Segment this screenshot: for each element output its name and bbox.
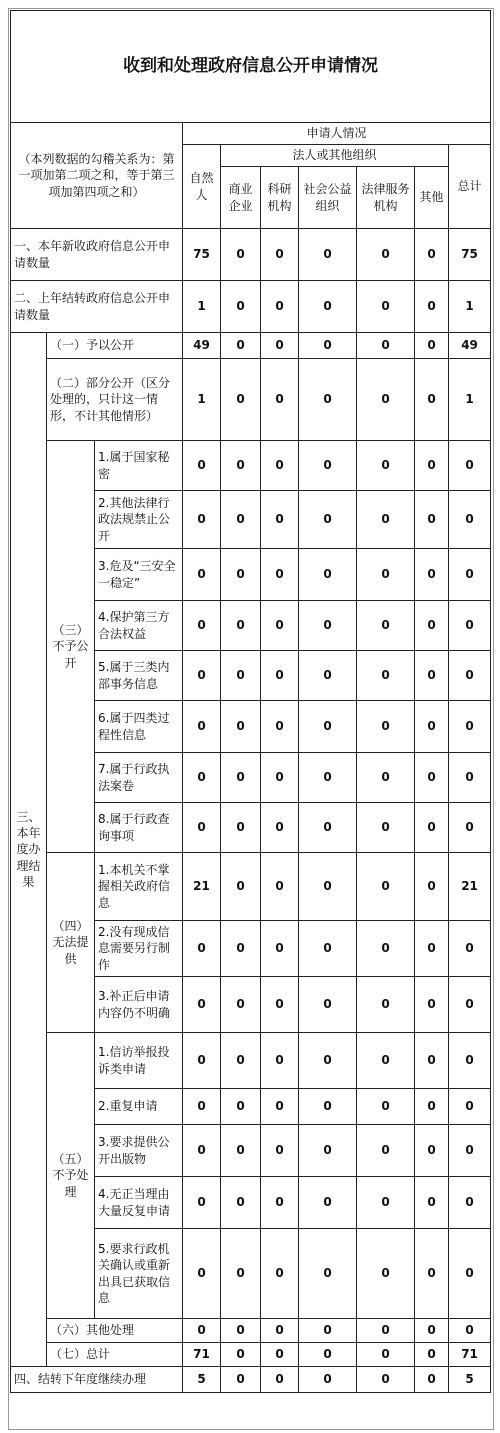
- value-cell: 0: [221, 921, 261, 977]
- value-cell: 71: [183, 1343, 221, 1367]
- value-cell: 0: [449, 803, 491, 853]
- value-cell: 0: [299, 853, 357, 921]
- sub-row-label: 1.本机关不掌握相关政府信息: [95, 853, 183, 921]
- value-cell: 0: [415, 601, 449, 651]
- value-cell: 0: [449, 701, 491, 753]
- value-cell: 0: [221, 1177, 261, 1229]
- value-cell: 0: [221, 1367, 261, 1393]
- value-cell: 0: [261, 651, 299, 701]
- table-row: [11, 281, 491, 333]
- table-row: [11, 853, 491, 921]
- value-cell: 0: [183, 1125, 221, 1177]
- header-legal-group: 法人或其他组织: [221, 145, 449, 167]
- value-cell: 0: [415, 1125, 449, 1177]
- sub-row-label: 5.要求行政机关确认或重新出具已获取信息: [95, 1229, 183, 1319]
- sub-row-label: 3.要求提供公开出版物: [95, 1125, 183, 1177]
- value-cell: 0: [357, 229, 415, 281]
- group-label-not-processed: （五）不予处理: [47, 1033, 95, 1319]
- value-cell: 0: [221, 753, 261, 803]
- value-cell: 0: [415, 229, 449, 281]
- table-row: [11, 1343, 491, 1367]
- value-cell: 75: [449, 229, 491, 281]
- value-cell: 0: [299, 977, 357, 1033]
- value-cell: 0: [261, 1177, 299, 1229]
- value-cell: 0: [357, 701, 415, 753]
- value-cell: 0: [183, 651, 221, 701]
- value-cell: 49: [449, 333, 491, 359]
- header-col-research: 科研机构: [261, 167, 299, 229]
- value-cell: 0: [449, 601, 491, 651]
- sub-row-label: 8.属于行政查询事项: [95, 803, 183, 853]
- value-cell: 0: [221, 549, 261, 601]
- value-cell: 0: [221, 229, 261, 281]
- value-cell: 0: [183, 1319, 221, 1343]
- value-cell: 0: [261, 753, 299, 803]
- value-cell: 0: [449, 1229, 491, 1319]
- value-cell: 21: [183, 853, 221, 921]
- value-cell: 0: [415, 491, 449, 549]
- value-cell: 0: [357, 333, 415, 359]
- value-cell: 0: [357, 753, 415, 803]
- value-cell: 0: [221, 1125, 261, 1177]
- value-cell: 0: [299, 1367, 357, 1393]
- value-cell: 0: [261, 359, 299, 441]
- header-col-legal-service: 法律服务机构: [357, 167, 415, 229]
- value-cell: 0: [415, 651, 449, 701]
- value-cell: 0: [357, 921, 415, 977]
- value-cell: 0: [221, 359, 261, 441]
- value-cell: 0: [299, 803, 357, 853]
- value-cell: 0: [261, 229, 299, 281]
- value-cell: 0: [357, 1033, 415, 1089]
- value-cell: 0: [183, 701, 221, 753]
- value-cell: 0: [183, 601, 221, 651]
- value-cell: 0: [221, 491, 261, 549]
- value-cell: 5: [183, 1367, 221, 1393]
- value-cell: 1: [183, 359, 221, 441]
- header-total: 总计: [449, 145, 491, 229]
- row-label-partial: （二）部分公开（区分处理的，只计这一情形，不计其他情形）: [47, 359, 183, 441]
- value-cell: 0: [261, 601, 299, 651]
- value-cell: 0: [183, 1177, 221, 1229]
- value-cell: 0: [299, 1125, 357, 1177]
- value-cell: 75: [183, 229, 221, 281]
- value-cell: 0: [299, 1177, 357, 1229]
- value-cell: 0: [415, 753, 449, 803]
- value-cell: 1: [183, 281, 221, 333]
- value-cell: 0: [221, 1343, 261, 1367]
- value-cell: 0: [357, 1177, 415, 1229]
- table-row: [11, 229, 491, 281]
- value-cell: 0: [415, 803, 449, 853]
- header-natural-person: 自然人: [183, 145, 221, 229]
- value-cell: 0: [221, 803, 261, 853]
- value-cell: 0: [415, 1367, 449, 1393]
- sub-row-label: 7.属于行政执法案卷: [95, 753, 183, 803]
- value-cell: 0: [183, 803, 221, 853]
- value-cell: 0: [357, 651, 415, 701]
- value-cell: 1: [449, 359, 491, 441]
- value-cell: 0: [357, 1229, 415, 1319]
- value-cell: 0: [299, 359, 357, 441]
- value-cell: 0: [261, 1125, 299, 1177]
- value-cell: 0: [183, 1033, 221, 1089]
- value-cell: 0: [299, 651, 357, 701]
- row-label-carried: 二、上年结转政府信息公开申请数量: [11, 281, 183, 333]
- value-cell: 0: [221, 333, 261, 359]
- value-cell: 0: [221, 281, 261, 333]
- value-cell: 0: [357, 491, 415, 549]
- value-cell: 0: [299, 441, 357, 491]
- value-cell: 0: [221, 1229, 261, 1319]
- value-cell: 0: [357, 1089, 415, 1125]
- value-cell: 0: [415, 441, 449, 491]
- value-cell: 0: [449, 441, 491, 491]
- value-cell: 0: [357, 853, 415, 921]
- value-cell: 0: [261, 1343, 299, 1367]
- value-cell: 0: [449, 1089, 491, 1125]
- value-cell: 71: [449, 1343, 491, 1367]
- value-cell: 1: [449, 281, 491, 333]
- value-cell: 0: [261, 491, 299, 549]
- value-cell: 0: [221, 1033, 261, 1089]
- row-label-new: 一、本年新收政府信息公开申请数量: [11, 229, 183, 281]
- value-cell: 0: [299, 701, 357, 753]
- value-cell: 0: [221, 701, 261, 753]
- value-cell: 0: [261, 549, 299, 601]
- value-cell: 0: [261, 701, 299, 753]
- sub-row-label: 4.无正当理由大量反复申请: [95, 1177, 183, 1229]
- value-cell: 0: [221, 853, 261, 921]
- value-cell: 0: [449, 491, 491, 549]
- header-col-other: 其他: [415, 167, 449, 229]
- value-cell: 0: [183, 491, 221, 549]
- value-cell: 49: [183, 333, 221, 359]
- value-cell: 0: [299, 281, 357, 333]
- value-cell: 0: [261, 1319, 299, 1343]
- value-cell: 0: [415, 1343, 449, 1367]
- value-cell: 0: [299, 1033, 357, 1089]
- value-cell: 0: [299, 601, 357, 651]
- value-cell: 0: [357, 601, 415, 651]
- row-label-total: （七）总计: [47, 1343, 183, 1367]
- value-cell: 0: [415, 853, 449, 921]
- value-cell: 0: [183, 1229, 221, 1319]
- value-cell: 0: [261, 1033, 299, 1089]
- value-cell: 0: [183, 549, 221, 601]
- sub-row-label: 1.属于国家秘密: [95, 441, 183, 491]
- value-cell: 0: [357, 549, 415, 601]
- value-cell: 0: [183, 1089, 221, 1125]
- value-cell: 0: [261, 1089, 299, 1125]
- group-label-unable: （四）无法提供: [47, 853, 95, 1033]
- value-cell: 0: [415, 1229, 449, 1319]
- value-cell: 0: [221, 977, 261, 1033]
- value-cell: 0: [357, 441, 415, 491]
- header-col-business: 商业企业: [221, 167, 261, 229]
- value-cell: 0: [357, 281, 415, 333]
- value-cell: 0: [415, 281, 449, 333]
- value-cell: 0: [357, 803, 415, 853]
- value-cell: 0: [449, 921, 491, 977]
- table-title: 收到和处理政府信息公开申请情况: [11, 11, 491, 123]
- value-cell: 0: [415, 549, 449, 601]
- value-cell: 0: [261, 853, 299, 921]
- value-cell: 0: [357, 1319, 415, 1343]
- value-cell: 0: [221, 441, 261, 491]
- value-cell: 0: [415, 1319, 449, 1343]
- table-row: [11, 441, 491, 491]
- table-row: [11, 359, 491, 441]
- value-cell: 0: [299, 921, 357, 977]
- sub-row-label: 4.保护第三方合法权益: [95, 601, 183, 651]
- sub-row-label: 3.危及“三安全一稳定”: [95, 549, 183, 601]
- value-cell: 0: [261, 977, 299, 1033]
- value-cell: 0: [299, 491, 357, 549]
- value-cell: 0: [261, 281, 299, 333]
- value-cell: 0: [261, 1367, 299, 1393]
- value-cell: 0: [357, 1343, 415, 1367]
- value-cell: 0: [449, 1033, 491, 1089]
- table-row: [11, 333, 491, 359]
- value-cell: 0: [415, 701, 449, 753]
- value-cell: 0: [183, 921, 221, 977]
- value-cell: 0: [221, 1089, 261, 1125]
- info-disclosure-table: [10, 10, 491, 1393]
- value-cell: 0: [299, 333, 357, 359]
- group-label-not-disclosed: （三）不予公开: [47, 441, 95, 853]
- value-cell: 0: [299, 229, 357, 281]
- value-cell: 0: [449, 1177, 491, 1229]
- header-applicant: 申请人情况: [183, 123, 491, 145]
- value-cell: 0: [221, 1319, 261, 1343]
- value-cell: 0: [449, 651, 491, 701]
- value-cell: 0: [449, 1125, 491, 1177]
- sub-row-label: 2.没有现成信息需要另行制作: [95, 921, 183, 977]
- value-cell: 0: [221, 651, 261, 701]
- value-cell: 0: [415, 1033, 449, 1089]
- value-cell: 0: [415, 359, 449, 441]
- table-row: [11, 1319, 491, 1343]
- value-cell: 0: [299, 1229, 357, 1319]
- value-cell: 0: [299, 549, 357, 601]
- value-cell: 0: [299, 753, 357, 803]
- value-cell: 0: [183, 977, 221, 1033]
- table-row: [11, 1033, 491, 1089]
- sub-row-label: 6.属于四类过程性信息: [95, 701, 183, 753]
- sub-row-label: 5.属于三类内部事务信息: [95, 651, 183, 701]
- header-col-public-welfare: 社会公益组织: [299, 167, 357, 229]
- value-cell: 0: [299, 1089, 357, 1125]
- value-cell: 0: [261, 921, 299, 977]
- section-label-results: 三、本年度办理结果: [11, 333, 47, 1367]
- value-cell: 0: [261, 333, 299, 359]
- value-cell: 0: [449, 1319, 491, 1343]
- value-cell: 5: [449, 1367, 491, 1393]
- table-row: [11, 1367, 491, 1393]
- value-cell: 0: [449, 753, 491, 803]
- row-label-disclosed: （一）予以公开: [47, 333, 183, 359]
- header-note: （本列数据的勾稽关系为：第一项加第二项之和，等于第三项加第四项之和）: [11, 123, 183, 229]
- value-cell: 0: [357, 1125, 415, 1177]
- row-label-next-year: 四、结转下年度继续办理: [11, 1367, 183, 1393]
- value-cell: 0: [357, 359, 415, 441]
- row-label-other-handling: （六）其他处理: [47, 1319, 183, 1343]
- value-cell: 0: [261, 803, 299, 853]
- value-cell: 0: [183, 753, 221, 803]
- value-cell: 0: [221, 601, 261, 651]
- value-cell: 0: [415, 1089, 449, 1125]
- value-cell: 0: [449, 977, 491, 1033]
- value-cell: 0: [183, 441, 221, 491]
- value-cell: 0: [357, 977, 415, 1033]
- value-cell: 0: [415, 1177, 449, 1229]
- sub-row-label: 1.信访举报投诉类申请: [95, 1033, 183, 1089]
- value-cell: 0: [299, 1343, 357, 1367]
- value-cell: 0: [415, 921, 449, 977]
- value-cell: 0: [261, 441, 299, 491]
- value-cell: 0: [449, 549, 491, 601]
- value-cell: 0: [357, 1367, 415, 1393]
- sub-row-label: 2.其他法律行政法规禁止公开: [95, 491, 183, 549]
- value-cell: 0: [299, 1319, 357, 1343]
- value-cell: 0: [415, 977, 449, 1033]
- sub-row-label: 3.补正后申请内容仍不明确: [95, 977, 183, 1033]
- value-cell: 21: [449, 853, 491, 921]
- value-cell: 0: [261, 1229, 299, 1319]
- sub-row-label: 2.重复申请: [95, 1089, 183, 1125]
- value-cell: 0: [415, 333, 449, 359]
